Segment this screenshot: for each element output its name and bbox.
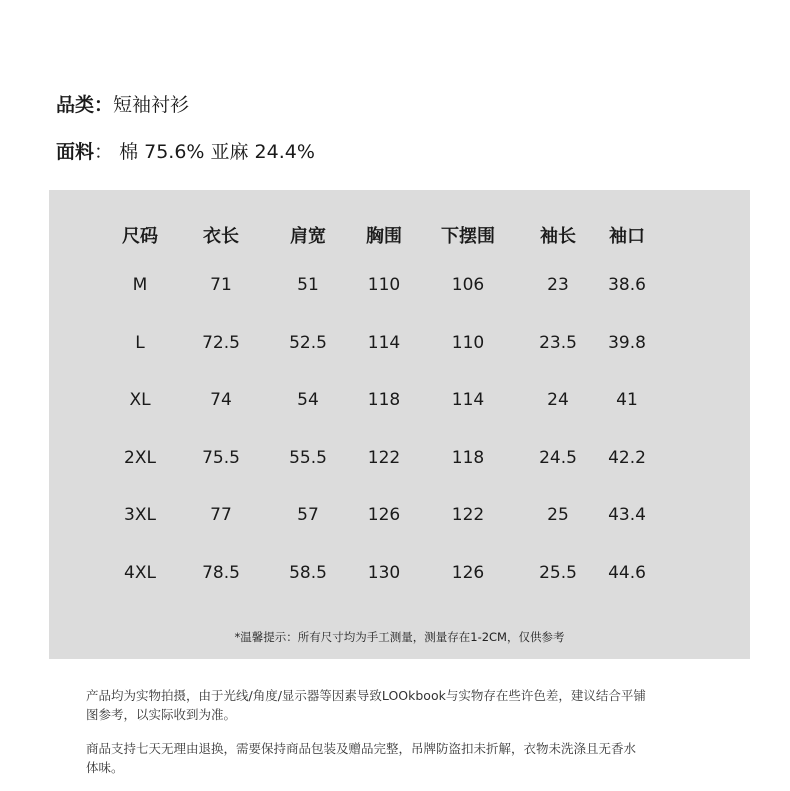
table-cell: 23.5 xyxy=(539,333,577,353)
table-header-row xyxy=(49,222,750,252)
table-cell: 52.5 xyxy=(289,333,327,353)
table-cell: 44.6 xyxy=(608,563,646,583)
header-cell: 肩宽 xyxy=(290,226,326,247)
size-chart-panel xyxy=(49,190,750,659)
table-cell: 24 xyxy=(547,390,569,410)
table-cell: XL xyxy=(129,390,151,410)
table-cell: 3XL xyxy=(124,505,156,525)
fabric-line xyxy=(56,137,315,164)
table-cell: 110 xyxy=(367,275,401,295)
table-cell: M xyxy=(132,275,148,295)
table-row xyxy=(49,270,750,300)
table-cell: 4XL xyxy=(124,563,156,583)
table-cell: 23 xyxy=(547,275,569,295)
table-row xyxy=(49,385,750,415)
table-cell: 42.2 xyxy=(608,448,646,468)
table-cell: 24.5 xyxy=(539,448,577,468)
table-cell: 38.6 xyxy=(608,275,646,295)
table-cell: 75.5 xyxy=(202,448,240,468)
table-cell: 2XL xyxy=(124,448,156,468)
header-cell: 尺码 xyxy=(122,226,158,247)
header-cell: 衣长 xyxy=(203,226,239,247)
table-cell: 25.5 xyxy=(539,563,577,583)
table-cell: 126 xyxy=(451,563,485,583)
table-cell: 126 xyxy=(367,505,401,525)
table-row xyxy=(49,500,750,530)
table-cell: 118 xyxy=(451,448,485,468)
table-cell: 130 xyxy=(367,563,401,583)
table-cell: 58.5 xyxy=(289,563,327,583)
table-cell: 71 xyxy=(210,275,232,295)
table-cell: 41 xyxy=(616,390,638,410)
table-cell: 106 xyxy=(451,275,485,295)
table-cell: 55.5 xyxy=(289,448,327,468)
table-cell: 114 xyxy=(451,390,485,410)
return-policy-note: 商品支持七天无理由退换，需要保持商品包装及赠品完整，吊牌防盗扣未折解，衣物未洗涤且无香水体味。 xyxy=(86,741,637,775)
fabric-label: 面料 xyxy=(56,141,95,163)
table-cell: L xyxy=(135,333,145,353)
table-cell: 39.8 xyxy=(608,333,646,353)
header-cell: 袖长 xyxy=(540,226,576,247)
header-cell: 胸围 xyxy=(366,226,402,247)
table-cell: 43.4 xyxy=(608,505,646,525)
category-line xyxy=(56,90,189,117)
table-cell: 57 xyxy=(297,505,319,525)
header-cell: 袖口 xyxy=(609,226,645,247)
table-cell: 74 xyxy=(210,390,232,410)
table-cell: 77 xyxy=(210,505,232,525)
table-row xyxy=(49,558,750,588)
table-cell: 114 xyxy=(367,333,401,353)
table-cell: 25 xyxy=(547,505,569,525)
fabric-separator: ： xyxy=(94,141,114,163)
table-row xyxy=(49,443,750,473)
table-row xyxy=(49,328,750,358)
table-cell: 122 xyxy=(451,505,485,525)
measurement-tip: *温馨提示：所有尺寸均为手工测量，测量存在1-2CM，仅供参考 xyxy=(234,630,565,644)
category-value: 短袖衬衫 xyxy=(113,94,190,116)
table-cell: 118 xyxy=(367,390,401,410)
table-cell: 78.5 xyxy=(202,563,240,583)
table-cell: 110 xyxy=(451,333,485,353)
table-cell: 51 xyxy=(297,275,319,295)
table-cell: 54 xyxy=(297,390,319,410)
table-cell: 122 xyxy=(367,448,401,468)
header-cell: 下摆围 xyxy=(441,226,495,247)
category-label: 品类： xyxy=(56,94,114,116)
color-disclaimer-note: 产品均为实物拍摄，由于光线/角度/显示器等因素导致LOOkbook与实物存在些许色差，建议结合平铺图参考，以实际收到为准。 xyxy=(86,688,646,722)
fabric-value: 棉 75.6% 亚麻 24.4% xyxy=(119,141,315,163)
table-cell: 72.5 xyxy=(202,333,240,353)
